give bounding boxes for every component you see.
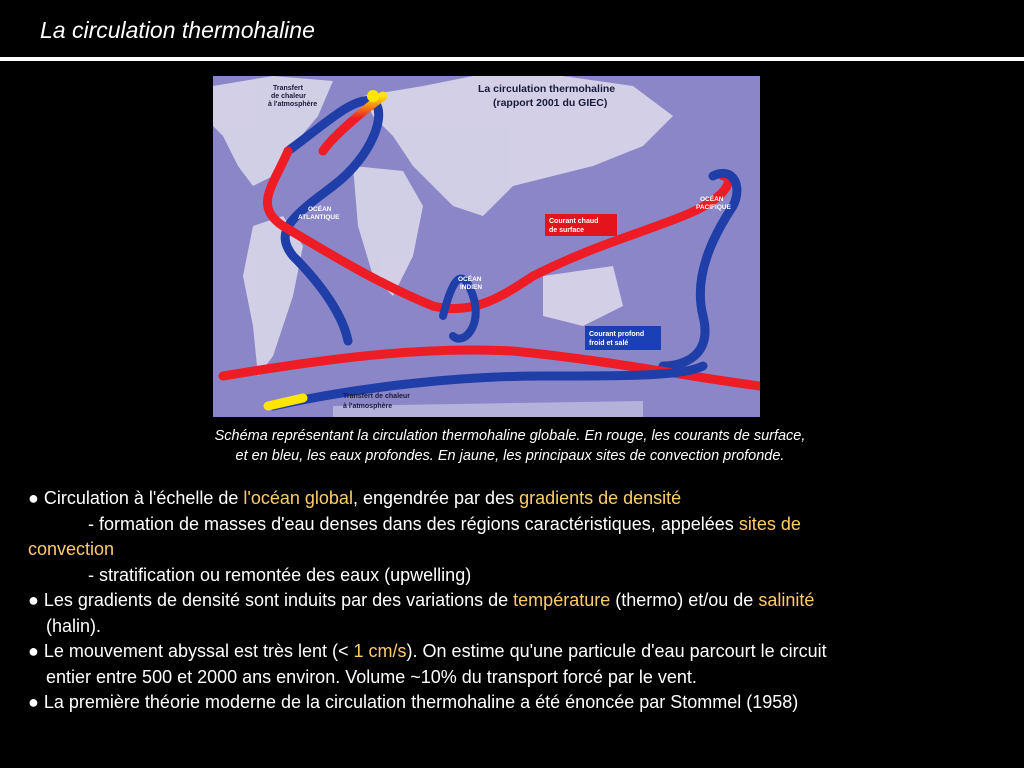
sub-bullet-1-text: - formation de masses d'eau denses dans des régions caractéristiques, appelées xyxy=(88,513,739,534)
bullet-2 xyxy=(28,588,1003,614)
legend-warm-1: Courant chaud xyxy=(549,218,599,225)
label-pacific-1: OCÉAN xyxy=(700,196,724,203)
sub-bullet-1-cont xyxy=(28,537,1003,563)
figure-title-2: (rapport 2001 du GIEC) xyxy=(493,97,608,109)
sub-bullet-1 xyxy=(28,512,1003,538)
transfer-top-2: de chaleur xyxy=(271,93,307,100)
bullet-4: ● La première théorie moderne de la circulation thermohaline a été énoncée par Stommel (1958) xyxy=(28,692,799,712)
bullet-2-mid: (thermo) et/ou de xyxy=(610,590,759,610)
thermohaline-map xyxy=(213,76,760,417)
highlight-speed: 1 cm/s xyxy=(353,641,407,661)
label-indian-2: INDIEN xyxy=(460,284,483,291)
highlight-convection-sites-a: sites de xyxy=(738,513,801,534)
slide-title: La circulation thermohaline xyxy=(40,17,315,43)
bullet-list xyxy=(28,486,1003,716)
title-divider xyxy=(0,57,1024,61)
figure-caption xyxy=(120,426,900,466)
bullet-3-suffix: ). On estime qu'une particule d'eau parcourt le circuit xyxy=(406,641,827,661)
label-indian-1: OCÉAN xyxy=(458,276,482,283)
sub-bullet-2: - stratification ou remontée des eaux (upwelling) xyxy=(88,564,472,585)
label-pacific-2: PACIFIQUE xyxy=(696,204,731,211)
bullet-3-text: ● Le mouvement abyssal est très lent (< xyxy=(28,641,354,661)
highlight-density-gradients: gradients de densité xyxy=(519,488,682,508)
legend-cold-1: Courant profond xyxy=(589,331,645,338)
caption-line-1: Schéma représentant la circulation thermohaline globale. En rouge, les courants de surface, xyxy=(214,428,806,444)
highlight-temperature: température xyxy=(513,590,611,610)
label-atlantic-2: ATLANTIQUE xyxy=(298,214,340,221)
label-atlantic-1: OCÉAN xyxy=(308,206,332,213)
bullet-1-mid: , engendrée par des xyxy=(352,488,520,508)
bullet-1-text: ● Circulation à l'échelle de xyxy=(28,488,244,508)
bullet-3-cont: entier entre 500 et 2000 ans environ. Volume ~10% du transport forcé par le vent. xyxy=(46,666,697,687)
highlight-convection-sites-b: convection xyxy=(28,539,115,559)
bullet-1 xyxy=(28,486,1003,512)
legend-warm-2: de surface xyxy=(549,227,585,234)
convection-north xyxy=(367,90,379,102)
bullet-3 xyxy=(28,639,1003,665)
caption-line-2: et en bleu, les eaux profondes. En jaune, les principaux sites de convection profonde. xyxy=(235,448,785,464)
transfer-bottom-2: à l'atmosphère xyxy=(343,403,393,410)
highlight-ocean-global: l'océan global xyxy=(243,488,353,508)
transfer-bottom-1: Transfert de chaleur xyxy=(343,393,410,400)
legend-cold-2: froid et salé xyxy=(589,340,629,347)
transfer-top-1: Transfert xyxy=(273,85,303,92)
highlight-salinity: salinité xyxy=(758,590,815,610)
bullet-2-text: ● Les gradients de densité sont induits par des variations de xyxy=(28,590,514,610)
figure-title-1: La circulation thermohaline xyxy=(478,83,616,95)
bullet-2-cont: (halin). xyxy=(46,615,102,636)
transfer-top-3: à l'atmosphère xyxy=(268,101,318,108)
